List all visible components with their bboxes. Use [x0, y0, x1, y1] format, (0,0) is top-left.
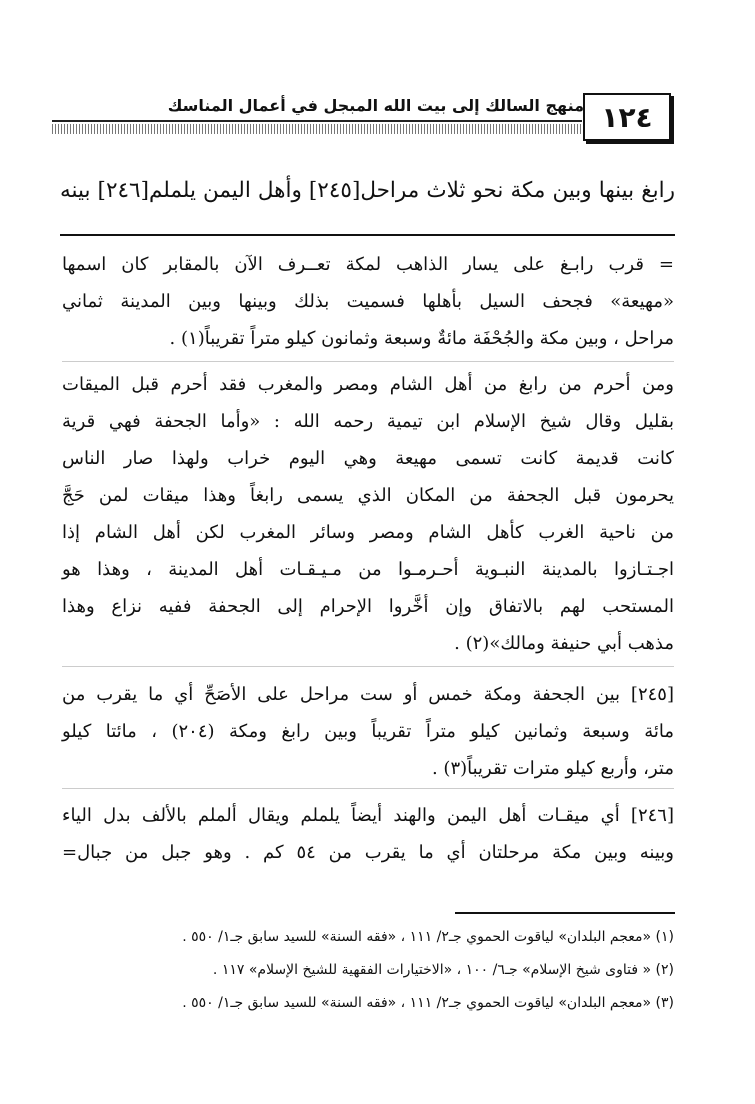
footnote-rule	[455, 912, 675, 914]
footnote-3: (٣) «معجم البلدان» لياقوت الحموي جـ٢/ ١١١ ، «فقه السنة» للسيد سابق جـ١/ ٥٥٠ .	[182, 995, 674, 1011]
text-line: اجـتـازوا بالمدينة النبـوية أحـرمـوا من مـيـقـات أهل المدينة ، وهذا هو	[62, 559, 674, 580]
note-continuation	[62, 246, 674, 357]
text-line: المستحب لهم بالاتفاق وإن أخَّروا الإحرام إلى الجحفة ففيه نزاع وهذا	[62, 596, 674, 617]
commentary-paragraph	[62, 366, 674, 662]
text-line: ومن أحرم من رابغ من أهل الشام ومصر والمغرب فقد أحرم قبل الميقات	[62, 374, 674, 395]
text-line: بقليل وقال شيخ الإسلام ابن تيمية رحمه الله : «وأما الجحفة فهي قرية	[62, 411, 674, 432]
text-line: = قرب رابـغ على يسار الذاهب لمكة تعــرف الآن بالمقابر كان اسمها	[62, 254, 674, 275]
note-245	[62, 676, 674, 787]
paragraph-separator	[62, 361, 674, 362]
header-rule	[52, 120, 582, 122]
paragraph-separator	[62, 788, 674, 789]
text-line: «مهيعة» فجحف السيل بأهلها فسميت بذلك وبينها وبين المدينة ثماني	[62, 291, 674, 312]
running-header-title: منهج السالك إلى بيت الله المبجل في أعمال المناسك	[167, 96, 584, 115]
main-text-line: رابغ بينها وبين مكة نحو ثلاث مراحل[٢٤٥] وأهل اليمن يلملم[٢٤٦] بينه	[60, 178, 675, 203]
text-line: مذهب أبي حنيفة ومالك»(٢) .	[454, 633, 674, 654]
footnote-2: (٢) « فتاوى شيخ الإسلام» جـ٦/ ١٠٠ ، «الاختيارات الفقهية للشيخ الإسلام» ١١٧ .	[212, 962, 674, 978]
text-line: مائة وسبعة وثمانين كيلو متراً تقريباً وبين رابغ ومكة (٢٠٤) ، مائتا كيلو	[62, 721, 674, 742]
text-line: [٢٤٥] بين الجحفة ومكة خمس أو ست مراحل على الأصَحِّ أي ما يقرب من	[62, 684, 674, 705]
page-number-box	[583, 93, 671, 141]
paragraph-separator	[62, 666, 674, 667]
text-line: كانت قديمة كانت تسمى مهيعة وهي اليوم خراب ولهذا صار الناس	[62, 448, 674, 469]
text-line: متر، وأربع كيلو مترات تقريباً(٣) .	[431, 758, 674, 779]
text-line: [٢٤٦] أي ميقـات أهل اليمن والهند أيضاً يلملم ويقال ألملم بالألف بدل الياء	[62, 805, 674, 826]
page-number: ١٢٤	[601, 100, 653, 134]
text-line: يحرمون قبل الجحفة من المكان الذي يسمى رابغاً وهذا ميقات لمن حَجَّ	[62, 485, 674, 506]
main-text-rule	[60, 234, 675, 236]
note-246	[62, 797, 674, 871]
text-line: من ناحية الغرب كأهل الشام ومصر وسائر المغرب لكن أهل الشام إذا	[62, 522, 674, 543]
header-hatch-band	[52, 124, 584, 134]
footnote-1: (١) «معجم البلدان» لياقوت الحموي جـ٢/ ١١١ ، «فقه السنة» للسيد سابق جـ١/ ٥٥٠ .	[182, 929, 674, 945]
text-line: وبينه وبين مكة مرحلتان أي ما يقرب من ٥٤ كم . وهو جبل من جبال=	[62, 842, 674, 863]
text-line: مراحل ، وبين مكة والجُحْفَة مائةٌ وسبعة وثمانون كيلو متراً تقريباً(١) .	[169, 328, 674, 349]
